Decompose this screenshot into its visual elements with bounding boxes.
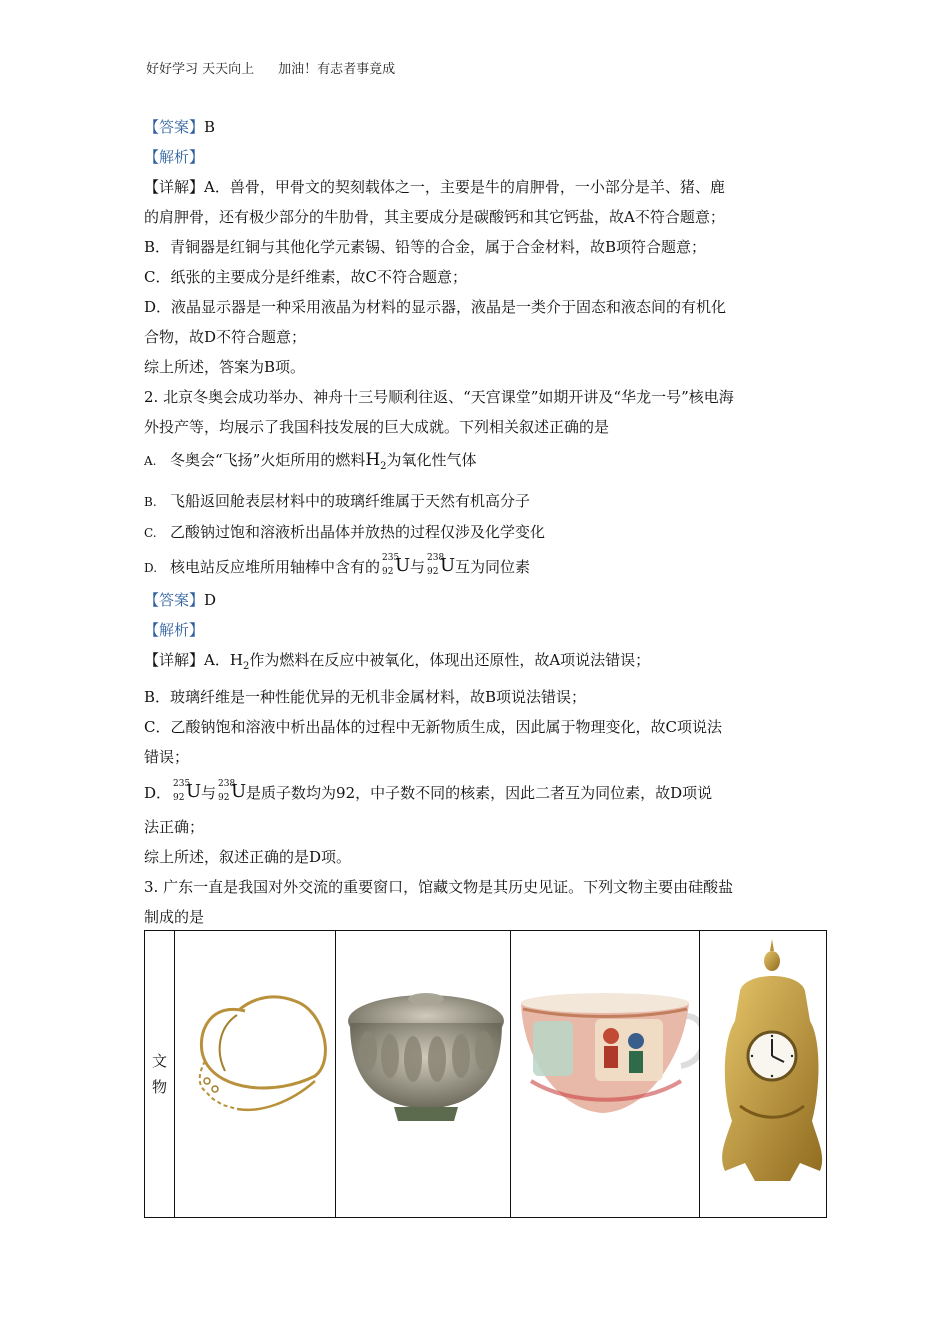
option-label: B. [144,495,157,509]
analysis-tag: 【解析】 [144,621,205,639]
analysis-tag: 【解析】 [144,148,205,166]
q2-option-c [144,517,796,548]
option-text: 飞船返回舱表层材料中的玻璃纤维属于天然有机高分子 [170,492,531,510]
q1-detail-line-3: B．青铜器是红铜与其他化学元素锡、铅等的合金，属于合金材料，故B项符合题意； [144,238,707,256]
gold-chain-image [175,931,335,1217]
q2-detail-d-2: 法正确； [144,818,205,836]
q1-detail-line-6: 合物，故D不符合题意； [144,328,307,346]
isotope-u235 [171,778,201,808]
header-left-motto: 好好学习 天天向上 [146,62,255,77]
detail-tag: 【详解】 [144,651,205,669]
q3-stem-line-1: 3. 广东一直是我国对外交流的重要窗口，馆藏文物是其历史见证。下列文物主要由硅酸盐 [144,878,734,896]
mass-number: 235 [382,553,400,563]
q1-detail-text: A．兽骨，甲骨文的契刻载体之一，主要是牛的肩胛骨，一小部分是羊、猪、鹿 [204,178,725,196]
q2-option-b [144,486,796,517]
detail-text: D． [144,784,172,802]
q1-detail-line-2: 的肩胛骨，还有极少部分的牛肋骨，其主要成分是碳酸钙和其它钙盐，故A不符合题意； [144,208,725,226]
atomic-number: 92 [427,567,439,577]
q2-answer: D [204,591,217,609]
chem-subscript: 2 [242,661,250,672]
option-label: D. [144,561,158,575]
detail-text: 作为燃料在反应中被氧化，体现出还原性，故A项说法错误； [249,651,651,669]
answer-tag: 【答案】 [144,118,205,136]
option-text: 为氧化性气体 [386,451,477,469]
chem-subscript: 2 [380,461,387,472]
atomic-number: 92 [218,793,230,803]
detail-text: A．H [204,651,243,669]
q2-detail-c-1: C．乙酸钠饱和溶液中析出晶体的过程中无新物质生成，因此属于物理变化，故C项说法 [144,718,722,736]
q2-summary: 综上所述，叙述正确的是D项。 [144,848,352,866]
q2-stem-line-2: 外投产等，均展示了我国科技发展的巨大成就。下列相关叙述正确的是 [144,418,610,436]
detail-text: 与 [201,784,217,802]
atomic-number: 92 [173,793,185,803]
gilt-clock-image [700,931,826,1217]
detail-text: 是质子数均为92，中子数不同的核素，因此二者互为同位素，故D项说 [246,784,713,802]
q2-stem-line-1: 2. 北京冬奥会成功举办、神舟十三号顺利往返、“天宫课堂”如期开讲及“华龙一号”核电海 [144,388,734,406]
option-label: C. [144,526,157,540]
option-text: 乙酸钠过饱和溶液析出晶体并放热的过程仅涉及化学变化 [170,523,546,541]
relic-b-silver-box [336,931,511,1218]
header-right-motto: 加油！有志者事竟成 [278,62,396,77]
relics-row [145,931,827,1218]
relic-d-gilt-clock [700,931,827,1218]
q1-answer: B [204,118,216,136]
element-symbol: U [440,555,456,576]
page-header [146,58,395,77]
option-text: 互为同位素 [455,558,531,576]
isotope-u238 [425,552,455,582]
detail-tag: 【详解】 [144,178,205,196]
q1-detail-line-5: D．液晶显示器是一种采用液晶为材料的显示器，液晶是一类介于固态和液态间的有机化 [144,298,727,316]
option-label: A. [144,454,157,468]
element-symbol: U [395,555,411,576]
q2-option-a [144,445,796,482]
q2-detail-c-2: 错误； [144,748,190,766]
relic-c-porcelain-cup [511,931,700,1218]
row-label-char: 物 [151,1078,167,1096]
mass-number: 238 [218,779,236,789]
isotope-u235 [380,552,410,582]
relic-a-gold-chain [175,931,336,1218]
q2-answer-line [144,585,796,615]
option-text: 冬奥会“飞扬”火炬所用的燃料 [170,451,366,469]
mass-number: 238 [427,553,445,563]
atomic-number: 92 [382,567,394,577]
q1-analysis-line [144,142,796,172]
option-text: 核电站反应堆所用轴棒中含有的 [170,558,381,576]
q2-detail-b: B．玻璃纤维是一种性能优异的无机非金属材料，故B项说法错误； [144,688,587,706]
q2-option-d [144,552,796,583]
row-label-char: 文 [151,1052,167,1070]
mass-number: 235 [173,779,191,789]
element-symbol: U [186,781,202,802]
document-body [144,112,796,932]
chem-formula: H [365,450,381,470]
q2-detail-a [144,645,796,682]
q3-stem-line-2: 制成的是 [144,908,205,926]
q2-analysis-line [144,615,796,645]
q1-answer-line [144,112,796,142]
option-text: 与 [410,558,426,576]
element-symbol: U [231,781,247,802]
q1-detail-line-4: C．纸张的主要成分是纤维素，故C不符合题意； [144,268,467,286]
q1-detail-line-1 [144,172,796,202]
isotope-u238 [216,778,246,808]
relics-row-label [145,931,175,1218]
relics-table [144,930,827,1218]
answer-tag: 【答案】 [144,591,205,609]
porcelain-cup-image [511,931,699,1217]
q2-detail-d [144,778,796,808]
q1-summary: 综上所述，答案为B项。 [144,358,306,376]
silver-box-image [336,931,510,1217]
